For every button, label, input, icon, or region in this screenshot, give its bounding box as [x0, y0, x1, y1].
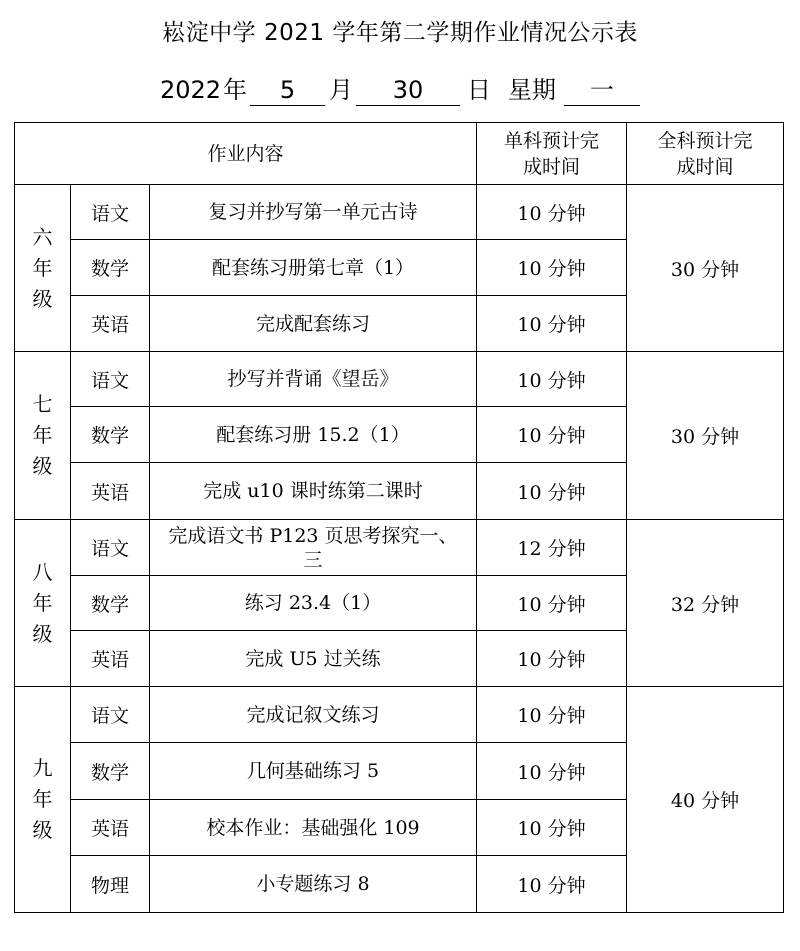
content-cell: 完成语文书 P123 页思考探究一、三 [150, 520, 477, 576]
single-time-cell: 10 分钟 [477, 240, 627, 296]
homework-table [14, 122, 784, 913]
table-row [15, 185, 784, 240]
subject-cell: 语文 [71, 520, 150, 576]
grade-label-char: 年 [32, 590, 53, 615]
date-month-field: 5 [250, 76, 325, 106]
content-cell: 练习 23.4（1） [150, 576, 477, 631]
single-time-cell: 10 分钟 [477, 800, 627, 856]
subject-cell: 数学 [71, 576, 150, 631]
subject-cell: 数学 [71, 743, 150, 800]
grade-label-char: 级 [32, 818, 53, 842]
content-cell: 配套练习册第七章（1） [150, 240, 477, 296]
total-time-cell: 30 分钟 [627, 352, 784, 520]
header-single-time: 单科预计完成时间 [477, 123, 627, 185]
single-time-cell: 12 分钟 [477, 520, 627, 576]
total-time-cell: 32 分钟 [627, 520, 784, 687]
header-total-time: 全科预计完成时间 [627, 123, 784, 185]
date-year-unit: 年 [223, 76, 247, 104]
grade-label [15, 352, 71, 520]
page-title: 崧淀中学 2021 学年第二学期作业情况公示表 [162, 20, 638, 46]
subject-cell: 语文 [71, 185, 150, 240]
date-day-unit: 日 [467, 76, 491, 104]
grade-label [15, 185, 71, 352]
grade-label-char: 七 [32, 392, 53, 416]
content-cell: 复习并抄写第一单元古诗 [150, 185, 477, 240]
date-month-unit: 月 [329, 76, 353, 104]
grade-label [15, 687, 71, 913]
subject-cell: 物理 [71, 856, 150, 913]
date-day-field: 30 [356, 76, 460, 106]
grade-label-char: 年 [32, 787, 53, 811]
single-time-cell: 10 分钟 [477, 296, 627, 352]
single-time-cell: 10 分钟 [477, 576, 627, 631]
grade-label-char: 级 [32, 621, 53, 646]
content-cell: 完成 U5 过关练 [150, 631, 477, 687]
single-time-cell: 10 分钟 [477, 631, 627, 687]
content-cell: 校本作业：基础强化 109 [150, 800, 477, 856]
subject-cell: 语文 [71, 687, 150, 743]
single-time-cell: 10 分钟 [477, 185, 627, 240]
content-cell: 抄写并背诵《望岳》 [150, 352, 477, 407]
header-content: 作业内容 [15, 123, 477, 185]
single-time-cell: 10 分钟 [477, 687, 627, 743]
subject-cell: 数学 [71, 407, 150, 463]
subject-cell: 英语 [71, 463, 150, 520]
content-cell: 完成配套练习 [150, 296, 477, 352]
content-cell: 完成 u10 课时练第二课时 [150, 463, 477, 520]
grade-label-char: 年 [32, 423, 53, 447]
subject-cell: 语文 [71, 352, 150, 407]
subject-cell: 英语 [71, 296, 150, 352]
grade-label-char: 级 [32, 454, 53, 478]
content-cell: 完成记叙文练习 [150, 687, 477, 743]
date-weekday-label: 星期 [508, 76, 556, 104]
table-row [15, 687, 784, 743]
single-time-cell: 10 分钟 [477, 856, 627, 913]
table-header-row [15, 123, 784, 185]
subject-cell: 英语 [71, 631, 150, 687]
table-row [15, 352, 784, 407]
subject-cell: 英语 [71, 800, 150, 856]
date-line [0, 76, 800, 110]
content-cell: 配套练习册 15.2（1） [150, 407, 477, 463]
single-time-cell: 10 分钟 [477, 463, 627, 520]
grade-label-char: 级 [32, 286, 53, 311]
single-time-cell: 10 分钟 [477, 352, 627, 407]
grade-label [15, 520, 71, 687]
single-time-cell: 10 分钟 [477, 743, 627, 800]
grade-label-char: 八 [32, 559, 53, 584]
grade-label-char: 九 [32, 756, 53, 780]
date-year: 2022 [160, 76, 222, 104]
total-time-cell: 30 分钟 [627, 185, 784, 352]
content-cell: 小专题练习 8 [150, 856, 477, 913]
subject-cell: 数学 [71, 240, 150, 296]
table-row [15, 520, 784, 576]
grade-label-char: 六 [32, 224, 53, 249]
content-cell: 几何基础练习 5 [150, 743, 477, 800]
single-time-cell: 10 分钟 [477, 407, 627, 463]
grade-label-char: 年 [32, 255, 53, 280]
total-time-cell: 40 分钟 [627, 687, 784, 913]
date-weekday-field: 一 [564, 76, 640, 106]
